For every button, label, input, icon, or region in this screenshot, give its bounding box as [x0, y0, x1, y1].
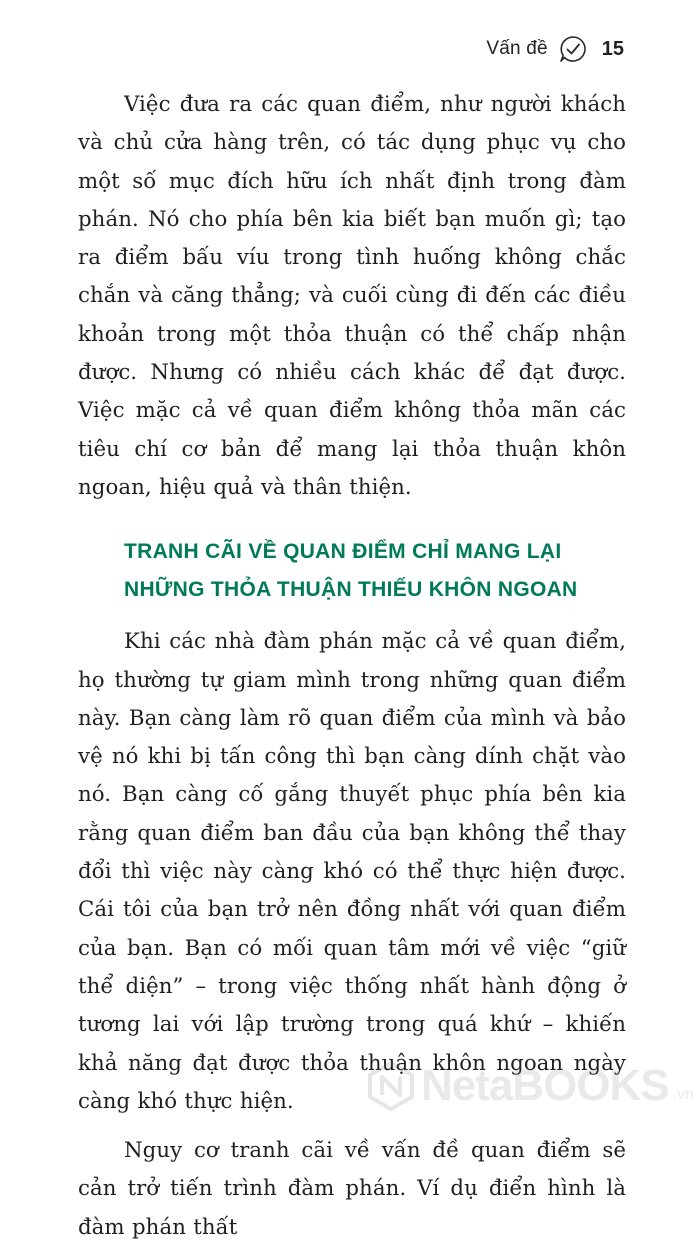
watermark — [365, 1060, 694, 1112]
paragraph-1: Việc đưa ra các quan điểm, như người khách và chủ cửa hàng trên, có tác dụng phục vụ cho một số mục đích hữu ích nhất định trong đàm phán. Nó cho phía bên kia biết bạn muốn gì; tạo ra điểm bấu víu trong tình huống không chắc chắn và căng thẳng; và cuối cùng đi đến các điều khoản trong một thỏa thuận có thể chấp nhận được. Nhưng có nhiều cách khác để đạt được. Việc mặc cả về quan điểm không thỏa mãn các tiêu chí cơ bản để mang lại thỏa thuận khôn ngoan, hiệu quả và thân thiện. — [78, 92, 626, 500]
page-number: 15 — [601, 37, 624, 60]
section-heading-line-1: TRANH CÃI VỀ QUAN ĐIỂM CHỈ MANG LẠI — [124, 540, 562, 564]
watermark-suffix: .vn — [672, 1086, 694, 1103]
chapter-title: Vấn đề — [486, 38, 548, 59]
section-heading — [124, 533, 626, 609]
watermark-brand: NetaBOOKS — [420, 1061, 669, 1110]
paragraph-2: Khi các nhà đàm phán mặc cả về quan điểm, họ thường tự giam mình trong những quan điểm này. Bạn càng làm rõ quan điểm của mình và bảo vệ nó khi bị tấn công thì bạn càng dính chặt vào nó. Bạn càng cố gắng thuyết phục phía bên kia rằng quan điểm ban đầu của bạn không thể thay đổi thì việc này càng khó có thể thực hiện được. Cái tôi của bạn trở nên đồng nhất với quan điểm của bạn. Bạn có mối quan tâm mới về việc “giữ thể diện” – trong việc thống nhất hành động ở tương lai với lập trường trong quá khứ – khiến khả năng đạt được thỏa thuận khôn ngoan ngày càng khó thực hiện. — [78, 629, 626, 1114]
section-heading-line-2: NHỮNG THỎA THUẬN THIẾU KHÔN NGOAN — [124, 578, 578, 602]
speech-bubble-check-icon — [558, 34, 588, 64]
netabooks-logo-icon — [365, 1060, 417, 1112]
running-header — [486, 34, 624, 64]
paragraph-3: Nguy cơ tranh cãi về vấn đề quan điểm sẽ cản trở tiến trình đàm phán. Ví dụ điển hình là đàm phán thất — [78, 1138, 626, 1240]
